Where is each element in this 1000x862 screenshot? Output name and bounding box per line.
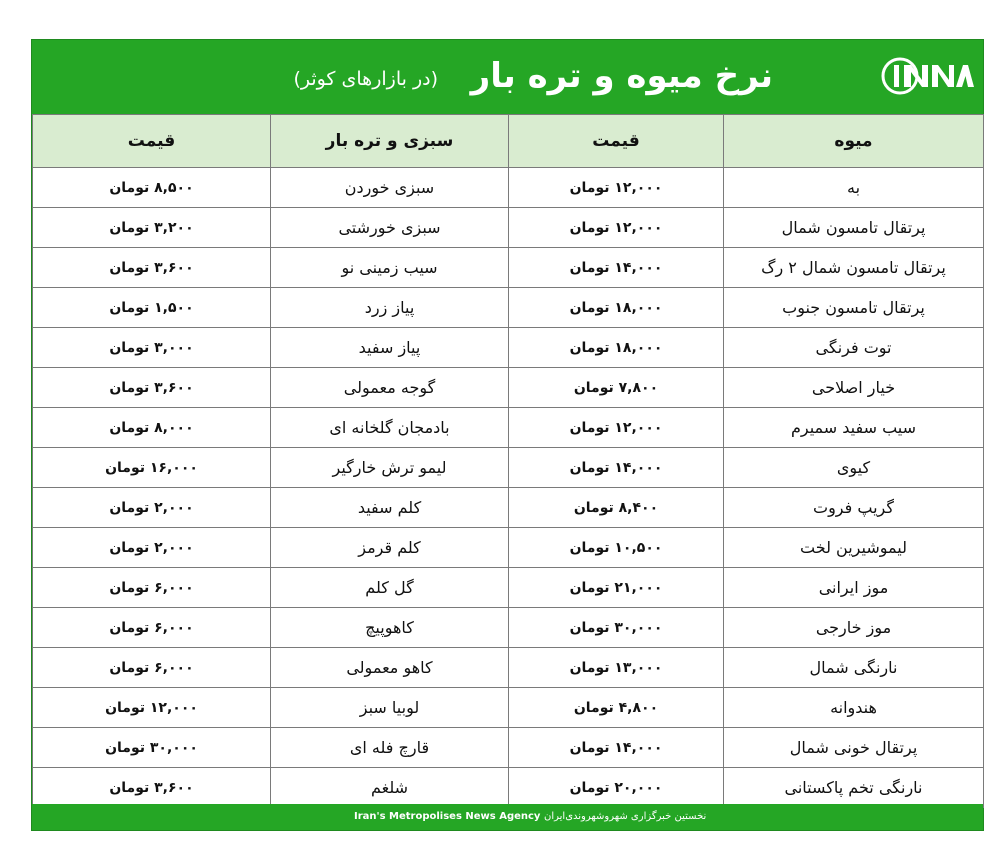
fruit-name-cell: کیوی [724, 448, 984, 488]
table-row [33, 768, 984, 808]
price-sheet [31, 39, 984, 831]
table-row [33, 248, 984, 288]
vegetable-name-cell: لوبیا سبز [271, 688, 509, 728]
table-row [33, 368, 984, 408]
vegetable-price-cell: ۲,۰۰۰ تومان [33, 488, 271, 528]
vegetable-name-cell: لیمو ترش خارگیر [271, 448, 509, 488]
fruit-name-cell: نارنگی شمال [724, 648, 984, 688]
vegetable-price-cell: ۸,۵۰۰ تومان [33, 168, 271, 208]
fruit-name-cell: پرتقال تامسون شمال [724, 208, 984, 248]
vegetable-price-cell: ۱,۵۰۰ تومان [33, 288, 271, 328]
fruit-price-cell: ۱۴,۰۰۰ تومان [509, 728, 724, 768]
vegetable-price-cell: ۳۰,۰۰۰ تومان [33, 728, 271, 768]
column-header-fruit: میوه [724, 115, 984, 168]
vegetable-name-cell: کلم سفید [271, 488, 509, 528]
fruit-name-cell: موز ایرانی [724, 568, 984, 608]
fruit-name-cell: پرتقال تامسون شمال ۲ رگ [724, 248, 984, 288]
fruit-price-cell: ۲۱,۰۰۰ تومان [509, 568, 724, 608]
fruit-name-cell: پرتقال خونی شمال [724, 728, 984, 768]
vegetable-name-cell: پیاز زرد [271, 288, 509, 328]
page-subtitle: (در بازارهای کوثر) [293, 68, 438, 90]
vegetable-price-cell: ۳,۰۰۰ تومان [33, 328, 271, 368]
fruit-price-cell: ۷,۸۰۰ تومان [509, 368, 724, 408]
table-row [33, 408, 984, 448]
table-row [33, 168, 984, 208]
vegetable-price-cell: ۶,۰۰۰ تومان [33, 568, 271, 608]
fruit-name-cell: موز خارجی [724, 608, 984, 648]
vegetable-name-cell: پیاز سفید [271, 328, 509, 368]
fruit-price-cell: ۱۸,۰۰۰ تومان [509, 328, 724, 368]
vegetable-name-cell: سبزی خورشتی [271, 208, 509, 248]
table-row [33, 608, 984, 648]
fruit-price-cell: ۱۴,۰۰۰ تومان [509, 448, 724, 488]
page-title: نرخ میوه و تره بار [470, 56, 773, 96]
table-header-row [33, 115, 984, 168]
fruit-price-cell: ۱۲,۰۰۰ تومان [509, 208, 724, 248]
fruit-price-cell: ۱۲,۰۰۰ تومان [509, 408, 724, 448]
price-table [32, 114, 984, 808]
fruit-price-cell: ۲۰,۰۰۰ تومان [509, 768, 724, 808]
table-row [33, 688, 984, 728]
vegetable-price-cell: ۱۶,۰۰۰ تومان [33, 448, 271, 488]
vegetable-price-cell: ۱۲,۰۰۰ تومان [33, 688, 271, 728]
table-row [33, 528, 984, 568]
table-row [33, 208, 984, 248]
fruit-price-cell: ۱۳,۰۰۰ تومان [509, 648, 724, 688]
vegetable-name-cell: سیب زمینی نو [271, 248, 509, 288]
table-row [33, 648, 984, 688]
fruit-price-cell: ۱۲,۰۰۰ تومان [509, 168, 724, 208]
title-banner [32, 40, 983, 114]
fruit-price-cell: ۴,۸۰۰ تومان [509, 688, 724, 728]
vegetable-name-cell: گوجه معمولی [271, 368, 509, 408]
column-header-fruit-price: قیمت [509, 115, 724, 168]
vegetable-name-cell: بادمجان گلخانه ای [271, 408, 509, 448]
vegetable-name-cell: کلم قرمز [271, 528, 509, 568]
fruit-price-cell: ۳۰,۰۰۰ تومان [509, 608, 724, 648]
fruit-price-cell: ۱۸,۰۰۰ تومان [509, 288, 724, 328]
table-row [33, 728, 984, 768]
fruit-name-cell: نارنگی تخم پاکستانی [724, 768, 984, 808]
table-row [33, 568, 984, 608]
fruit-price-cell: ۸,۴۰۰ تومان [509, 488, 724, 528]
vegetable-price-cell: ۳,۲۰۰ تومان [33, 208, 271, 248]
vegetable-name-cell: گل کلم [271, 568, 509, 608]
vegetable-name-cell: کاهو معمولی [271, 648, 509, 688]
vegetable-name-cell: قارچ فله ای [271, 728, 509, 768]
footer-bar [32, 804, 983, 830]
fruit-name-cell: هندوانه [724, 688, 984, 728]
imna-logo [880, 56, 974, 96]
column-header-vegetable: سبزی و تره بار [271, 115, 509, 168]
vegetable-price-cell: ۶,۰۰۰ تومان [33, 608, 271, 648]
fruit-name-cell: توت فرنگی [724, 328, 984, 368]
vegetable-name-cell: سبزی خوردن [271, 168, 509, 208]
vegetable-price-cell: ۸,۰۰۰ تومان [33, 408, 271, 448]
fruit-name-cell: به [724, 168, 984, 208]
table-row [33, 288, 984, 328]
fruit-name-cell: گریپ فروت [724, 488, 984, 528]
fruit-name-cell: پرتقال تامسون جنوب [724, 288, 984, 328]
vegetable-price-cell: ۳,۶۰۰ تومان [33, 768, 271, 808]
fruit-price-cell: ۱۰,۵۰۰ تومان [509, 528, 724, 568]
table-row [33, 328, 984, 368]
column-header-vegetable-price: قیمت [33, 115, 271, 168]
vegetable-price-cell: ۳,۶۰۰ تومان [33, 368, 271, 408]
vegetable-price-cell: ۲,۰۰۰ تومان [33, 528, 271, 568]
fruit-name-cell: لیموشیرین لخت [724, 528, 984, 568]
fruit-name-cell: خیار اصلاحی [724, 368, 984, 408]
fruit-price-cell: ۱۴,۰۰۰ تومان [509, 248, 724, 288]
vegetable-price-cell: ۳,۶۰۰ تومان [33, 248, 271, 288]
vegetable-price-cell: ۶,۰۰۰ تومان [33, 648, 271, 688]
vegetable-name-cell: شلغم [271, 768, 509, 808]
footer-english-text: Iran's Metropolises News Agency [354, 811, 541, 822]
vegetable-name-cell: کاهوپیچ [271, 608, 509, 648]
footer-persian-text: نخستین خبرگزاری شهروشهروندی‌ایران [544, 811, 707, 822]
table-row [33, 488, 984, 528]
table-row [33, 448, 984, 488]
fruit-name-cell: سیب سفید سمیرم [724, 408, 984, 448]
